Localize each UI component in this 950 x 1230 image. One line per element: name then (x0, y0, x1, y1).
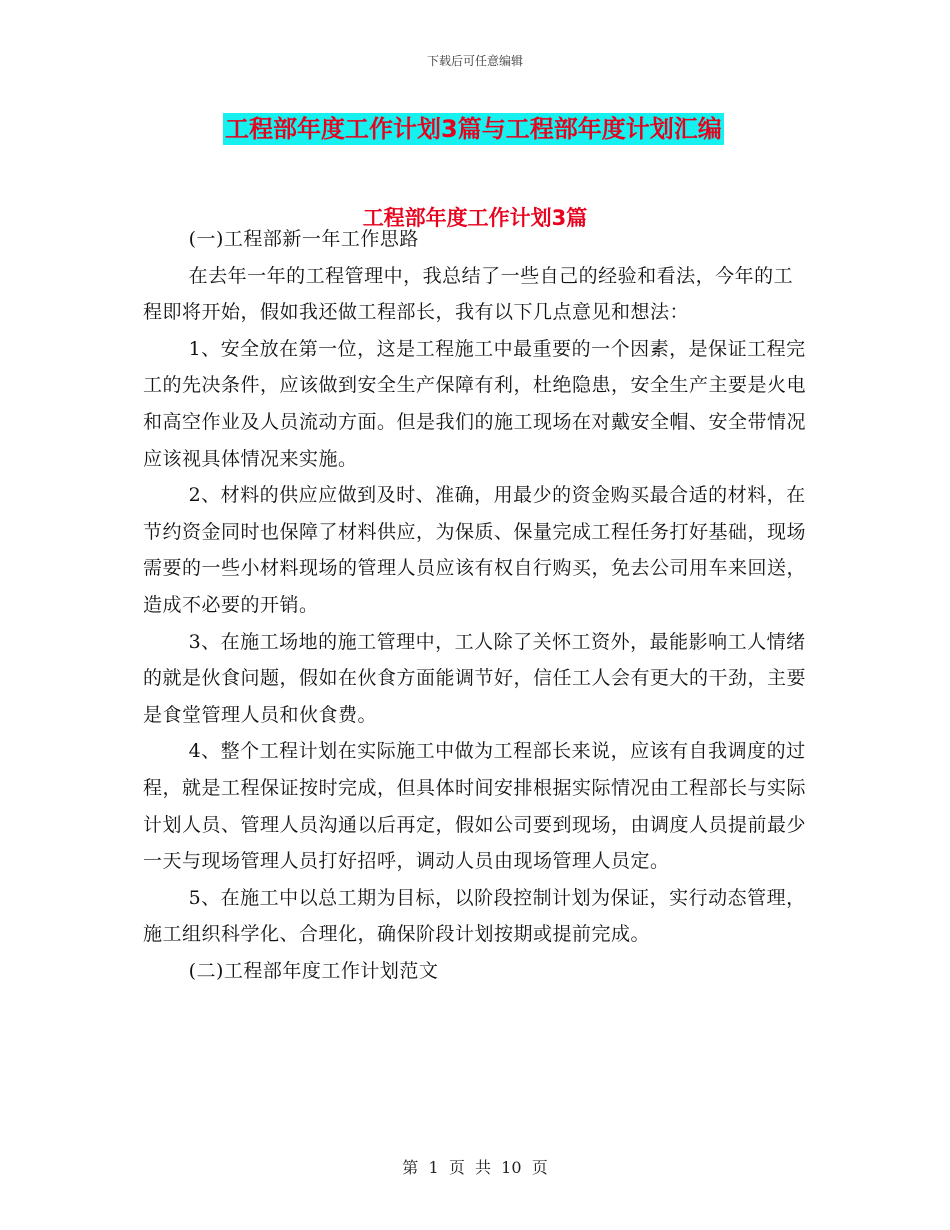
paragraph: 3、在施工场地的施工管理中，工人除了关怀工资外，最能影响工人情绪的就是伙食问题，假如在伙食方面能调节好，信任工人会有更大的干劲，主要是食堂管理人员和伙食费。 (143, 630, 807, 726)
header-note: 下载后可任意编辑 (426, 54, 523, 68)
page-footer: 第 1 页 共 10 页 (402, 1158, 548, 1177)
paragraph: 2、材料的供应应做到及时、准确，用最少的资金购买最合适的材料，在节约资金同时也保障了材料供应，为保质、保量完成工程任务打好基础，现场需要的一些小材料现场的管理人员应该有权自行购买，免去公司用车来回送，造成不必要的开销。 (143, 484, 807, 616)
paragraph: 在去年一年的工程管理中，我总结了一些自己的经验和看法，今年的工程即将开始，假如我还做工程部长，我有以下几点意见和想法： (143, 264, 794, 324)
paragraph-heading-1: (一)工程部新一年工作思路 (188, 228, 419, 250)
document-body (143, 221, 807, 989)
document-title: 工程部年度工作计划3篇与工程部年度计划汇编 (225, 115, 722, 143)
paragraph: 1、安全放在第一位，这是工程施工中最重要的一个因素，是保证工程完工的先决条件，应该做到安全生产保障有利，杜绝隐患，安全生产主要是火电和高空作业及人员流动方面。但是我们的施工现场在对戴安全帽、安全带情况应该视具体情况来实施。 (143, 337, 807, 470)
section-title: 工程部年度工作计划3篇 (362, 206, 588, 230)
paragraph: 5、在施工中以总工期为目标，以阶段控制计划为保证，实行动态管理，施工组织科学化、合理化，确保阶段计划按期或提前完成。 (143, 886, 806, 946)
paragraph-heading-2: (二)工程部年度工作计划范文 (188, 959, 439, 982)
paragraph: 4、整个工程计划在实际施工中做为工程部长来说，应该有自我调度的过程，就是工程保证按时完成，但具体时间安排根据实际情况由工程部长与实际计划人员、管理人员沟通以后再定，假如公司要到现场，由调度人员提前最少一天与现场管理人员打好招呼，调动人员由现场管理人员定。 (143, 740, 807, 873)
